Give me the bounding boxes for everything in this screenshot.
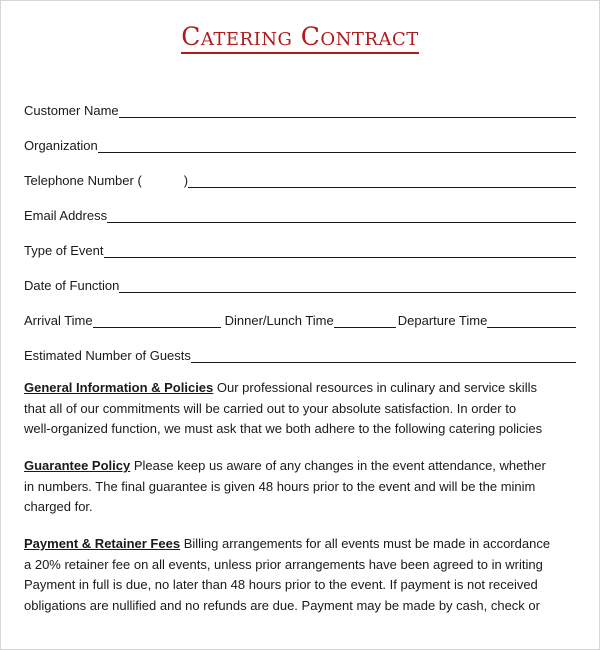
customer-name-field[interactable] — [24, 100, 576, 118]
times-row — [24, 310, 576, 328]
guarantee-line3: charged for. — [24, 499, 93, 514]
general-info-line3: well-organized function, we must ask that we both adhere to the following catering policies — [24, 421, 543, 436]
telephone-line[interactable] — [188, 173, 576, 188]
arrival-label: Arrival Time — [24, 313, 93, 328]
function-date-label: Date of Function — [24, 278, 120, 293]
telephone-label: Telephone Number ( — [24, 173, 142, 188]
payment-line3: Payment in full is due, no later than 48 hours prior to the event. If payment is not received — [24, 577, 538, 592]
event-type-label: Type of Event — [24, 243, 104, 258]
guests-label: Estimated Number of Guests — [24, 348, 191, 363]
telephone-field[interactable] — [24, 170, 576, 188]
general-info-section — [24, 378, 594, 440]
document-title — [0, 22, 600, 51]
customer-name-label: Customer Name — [24, 103, 119, 118]
dinner-label: Dinner/Lunch Time — [224, 313, 334, 328]
event-type-line[interactable] — [104, 243, 577, 258]
email-label: Email Address — [24, 208, 108, 223]
general-info-heading: General Information & Policies — [24, 380, 214, 395]
organization-line[interactable] — [98, 138, 576, 153]
dinner-line[interactable] — [334, 313, 396, 328]
arrival-line[interactable] — [93, 313, 221, 328]
guarantee-line2: in numbers. The final guarantee is given 48 hours prior to the event and will be the minim — [24, 478, 536, 494]
function-date-line[interactable] — [119, 278, 576, 293]
event-type-field[interactable] — [24, 240, 576, 258]
general-info-line1: Our professional resources in culinary and service skills — [213, 380, 537, 395]
departure-line[interactable] — [487, 313, 576, 328]
guarantee-section — [24, 456, 594, 518]
guarantee-line1: Please keep us aware of any changes in the event attendance, whether — [130, 458, 546, 473]
guarantee-heading: Guarantee Policy — [24, 458, 131, 473]
payment-heading: Payment & Retainer Fees — [24, 536, 181, 551]
payment-line1: Billing arrangements for all events must be made in accordance — [180, 536, 551, 551]
payment-line2: a 20% retainer fee on all events, unless prior arrangements have been agreed to in writing — [24, 556, 543, 572]
general-info-line2: that all of our commitments will be carried out to your absolute satisfaction. In order to — [24, 400, 517, 416]
departure-label: Departure Time — [397, 313, 488, 328]
email-line[interactable] — [107, 208, 576, 223]
telephone-paren: ) — [183, 173, 189, 188]
payment-line4: obligations are nullified and no refunds are due. Payment may be made by cash, check or — [24, 597, 540, 613]
organization-field[interactable] — [24, 135, 576, 153]
title-text: Catering Contract — [181, 22, 419, 54]
function-date-field[interactable] — [24, 275, 576, 293]
guests-field[interactable] — [24, 345, 576, 363]
organization-label: Organization — [24, 138, 98, 153]
email-field[interactable] — [24, 205, 576, 223]
customer-name-line[interactable] — [119, 103, 576, 118]
payment-section — [24, 534, 594, 616]
guests-line[interactable] — [191, 348, 576, 363]
